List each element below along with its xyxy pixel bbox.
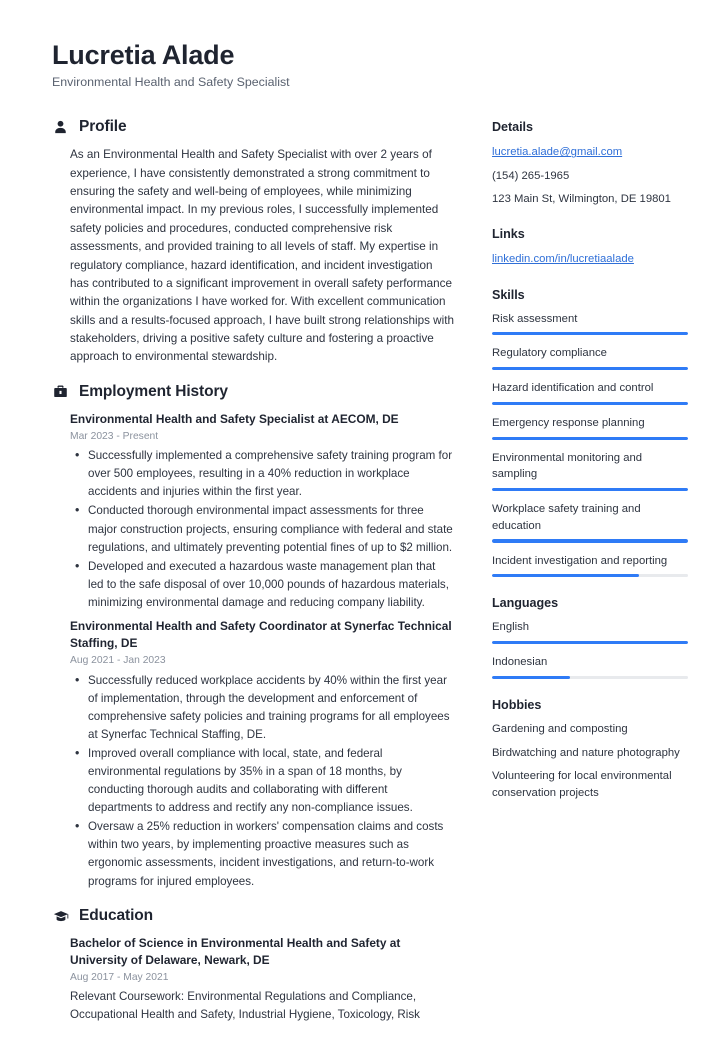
- skill-bar-fill: [492, 367, 688, 371]
- linkedin-link[interactable]: linkedin.com/in/lucretiaalade: [492, 253, 634, 266]
- sidebar-title-hobbies: Hobbies: [492, 698, 542, 713]
- sidebar-block-languages: [492, 596, 688, 679]
- main-column: [52, 118, 470, 1040]
- resume-header: [52, 40, 682, 90]
- employment-entry: [70, 618, 454, 891]
- skill-item: [492, 553, 688, 578]
- sidebar: [492, 118, 688, 820]
- employment-entry-bullets: [70, 672, 454, 891]
- sidebar-title-links: Links: [492, 227, 525, 242]
- list-item: • Improved overall compliance with local, state, and federal environmental regulations by 35% in a span of 18 months, by conducting thorough audits and collaborating with different departments to address and rectify any non-compliance issues.: [70, 745, 454, 817]
- skill-item: [492, 415, 688, 440]
- sidebar-block-links: [492, 227, 688, 268]
- sidebar-block-details: [492, 120, 688, 208]
- address: 123 Main St, Wilmington, DE 19801: [492, 192, 671, 205]
- section-title-employment: Employment History: [79, 382, 228, 400]
- education-entry-description: Relevant Coursework: Environmental Regulations and Compliance, Occupational Health and Safety, Industrial Hygiene, Toxicology, Risk: [70, 990, 420, 1022]
- section-header-profile: [52, 118, 454, 136]
- section-body-education: [52, 935, 454, 1025]
- profile-text: As an Environmental Health and Safety Specialist with over 2 years of experience, I have consistently demonstrated a strong commitment to ensuring the safety and well-being of employees, while minimizing environmental impact. In my previous roles, I successfully implemented safety policies and procedures, conducted comprehensive risk assessments, and provided training to all levels of staff. My expertise in regulatory compliance, hazard identification, and incident investigation has contributed to a significant improvement in overall safety performance within the organizations I have worked for. With excellent communication skills and a results-focused approach, I have built strong relationships with stakeholders, driving a positive safety culture and fostering a proactive approach to environmental stewardship.: [70, 148, 454, 364]
- employment-entry-date: Aug 2021 - Jan 2023: [70, 655, 166, 667]
- language-bar-track: [492, 676, 688, 680]
- sidebar-title-languages: Languages: [492, 596, 559, 611]
- section-body-profile: [52, 146, 454, 366]
- skill-item: [492, 380, 688, 405]
- skill-label: Environmental monitoring and sampling: [492, 452, 643, 481]
- language-bar-fill: [492, 641, 688, 645]
- skill-bar-fill: [492, 332, 688, 336]
- sidebar-block-skills: [492, 288, 688, 578]
- section-header-employment: [52, 383, 454, 401]
- skill-label: Emergency response planning: [492, 417, 645, 430]
- skill-item: [492, 450, 688, 491]
- list-item: • Successfully reduced workplace accidents by 40% within the first year of implementation, through the development and enforcement of comprehensive safety policies and training programs for all employees at Synerfac Technical Staffing, DE.: [70, 672, 454, 744]
- hobby-item: Birdwatching and nature photography: [492, 746, 680, 759]
- skill-item: [492, 345, 688, 370]
- list-item: • Successfully implemented a comprehensive safety training program for over 500 employees, resulting in a 40% reduction in workplace accidents and injuries within the first year.: [70, 447, 454, 501]
- section-header-education: [52, 907, 454, 925]
- resume-columns: [52, 118, 682, 1040]
- section-profile: [52, 118, 454, 366]
- phone-number: (154) 265-1965: [492, 169, 570, 182]
- education-entry-date: Aug 2017 - May 2021: [70, 971, 169, 983]
- skill-bar-track: [492, 332, 688, 336]
- full-name: Lucretia Alade: [52, 40, 235, 70]
- employment-entry-bullets: [70, 447, 454, 612]
- skill-label: Workplace safety training and education: [492, 503, 641, 532]
- sidebar-block-hobbies: [492, 698, 688, 801]
- sidebar-title-skills: Skills: [492, 287, 525, 302]
- skill-label: Regulatory compliance: [492, 347, 607, 360]
- employment-entry-date: Mar 2023 - Present: [70, 430, 159, 442]
- skill-bar-fill: [492, 437, 688, 441]
- section-education: [52, 907, 454, 1025]
- email-link[interactable]: lucretia.alade@gmail.com: [492, 146, 623, 159]
- employment-entry: [70, 411, 454, 612]
- list-item: • Oversaw a 25% reduction in workers' compensation claims and costs within two years, by implementing proactive measures such as ergonomic assessments, incident investigations, and return-to-work programs for injured employees.: [70, 818, 454, 890]
- employment-entry-title: Environmental Health and Safety Coordinator at Synerfac Technical Staffing, DE: [70, 618, 452, 651]
- language-item: [492, 654, 688, 679]
- skill-bar-track: [492, 574, 688, 578]
- education-entry: [70, 935, 454, 1025]
- hobby-item: Volunteering for local environmental conservation projects: [492, 770, 672, 799]
- skill-bar-track: [492, 539, 688, 543]
- briefcase-icon: [52, 383, 69, 400]
- skill-bar-fill: [492, 402, 688, 406]
- list-item: • Conducted thorough environmental impact assessments for three major construction projects, ensuring compliance with federal and state regulations, and ultimately preventing potential fines of up to $2 million.: [70, 502, 454, 556]
- graduation-cap-icon: [52, 907, 69, 924]
- hobby-item: Gardening and composting: [492, 723, 628, 736]
- skill-label: Incident investigation and reporting: [492, 554, 668, 567]
- skill-bar-track: [492, 402, 688, 406]
- language-bar-fill: [492, 676, 570, 680]
- skill-bar-track: [492, 367, 688, 371]
- skill-bar-fill: [492, 488, 688, 492]
- education-entry-title: Bachelor of Science in Environmental Health and Safety at University of Delaware, Newark, DE: [70, 935, 401, 967]
- user-icon: [52, 119, 69, 136]
- skill-label: Risk assessment: [492, 312, 578, 325]
- list-item: • Developed and executed a hazardous waste management plan that led to the safe disposal of over 10,000 pounds of hazardous materials, minimizing environmental damage and reducing company liability.: [70, 558, 454, 612]
- section-employment-history: [52, 383, 454, 891]
- job-title: Environmental Health and Safety Specialist: [52, 75, 290, 90]
- skill-bar-fill: [492, 539, 688, 543]
- skill-item: [492, 501, 688, 542]
- skill-bar-track: [492, 437, 688, 441]
- language-label: Indonesian: [492, 656, 548, 669]
- section-title-education: Education: [79, 906, 154, 924]
- employment-entry-title: Environmental Health and Safety Specialist at AECOM, DE: [70, 411, 399, 426]
- language-label: English: [492, 621, 530, 634]
- skill-bar-fill: [492, 574, 639, 578]
- skill-item: [492, 311, 688, 336]
- skill-bar-track: [492, 488, 688, 492]
- language-bar-track: [492, 641, 688, 645]
- section-title-profile: Profile: [79, 118, 127, 136]
- section-body-employment: [52, 411, 454, 891]
- skill-label: Hazard identification and control: [492, 382, 654, 395]
- sidebar-title-details: Details: [492, 120, 533, 135]
- language-item: [492, 619, 688, 644]
